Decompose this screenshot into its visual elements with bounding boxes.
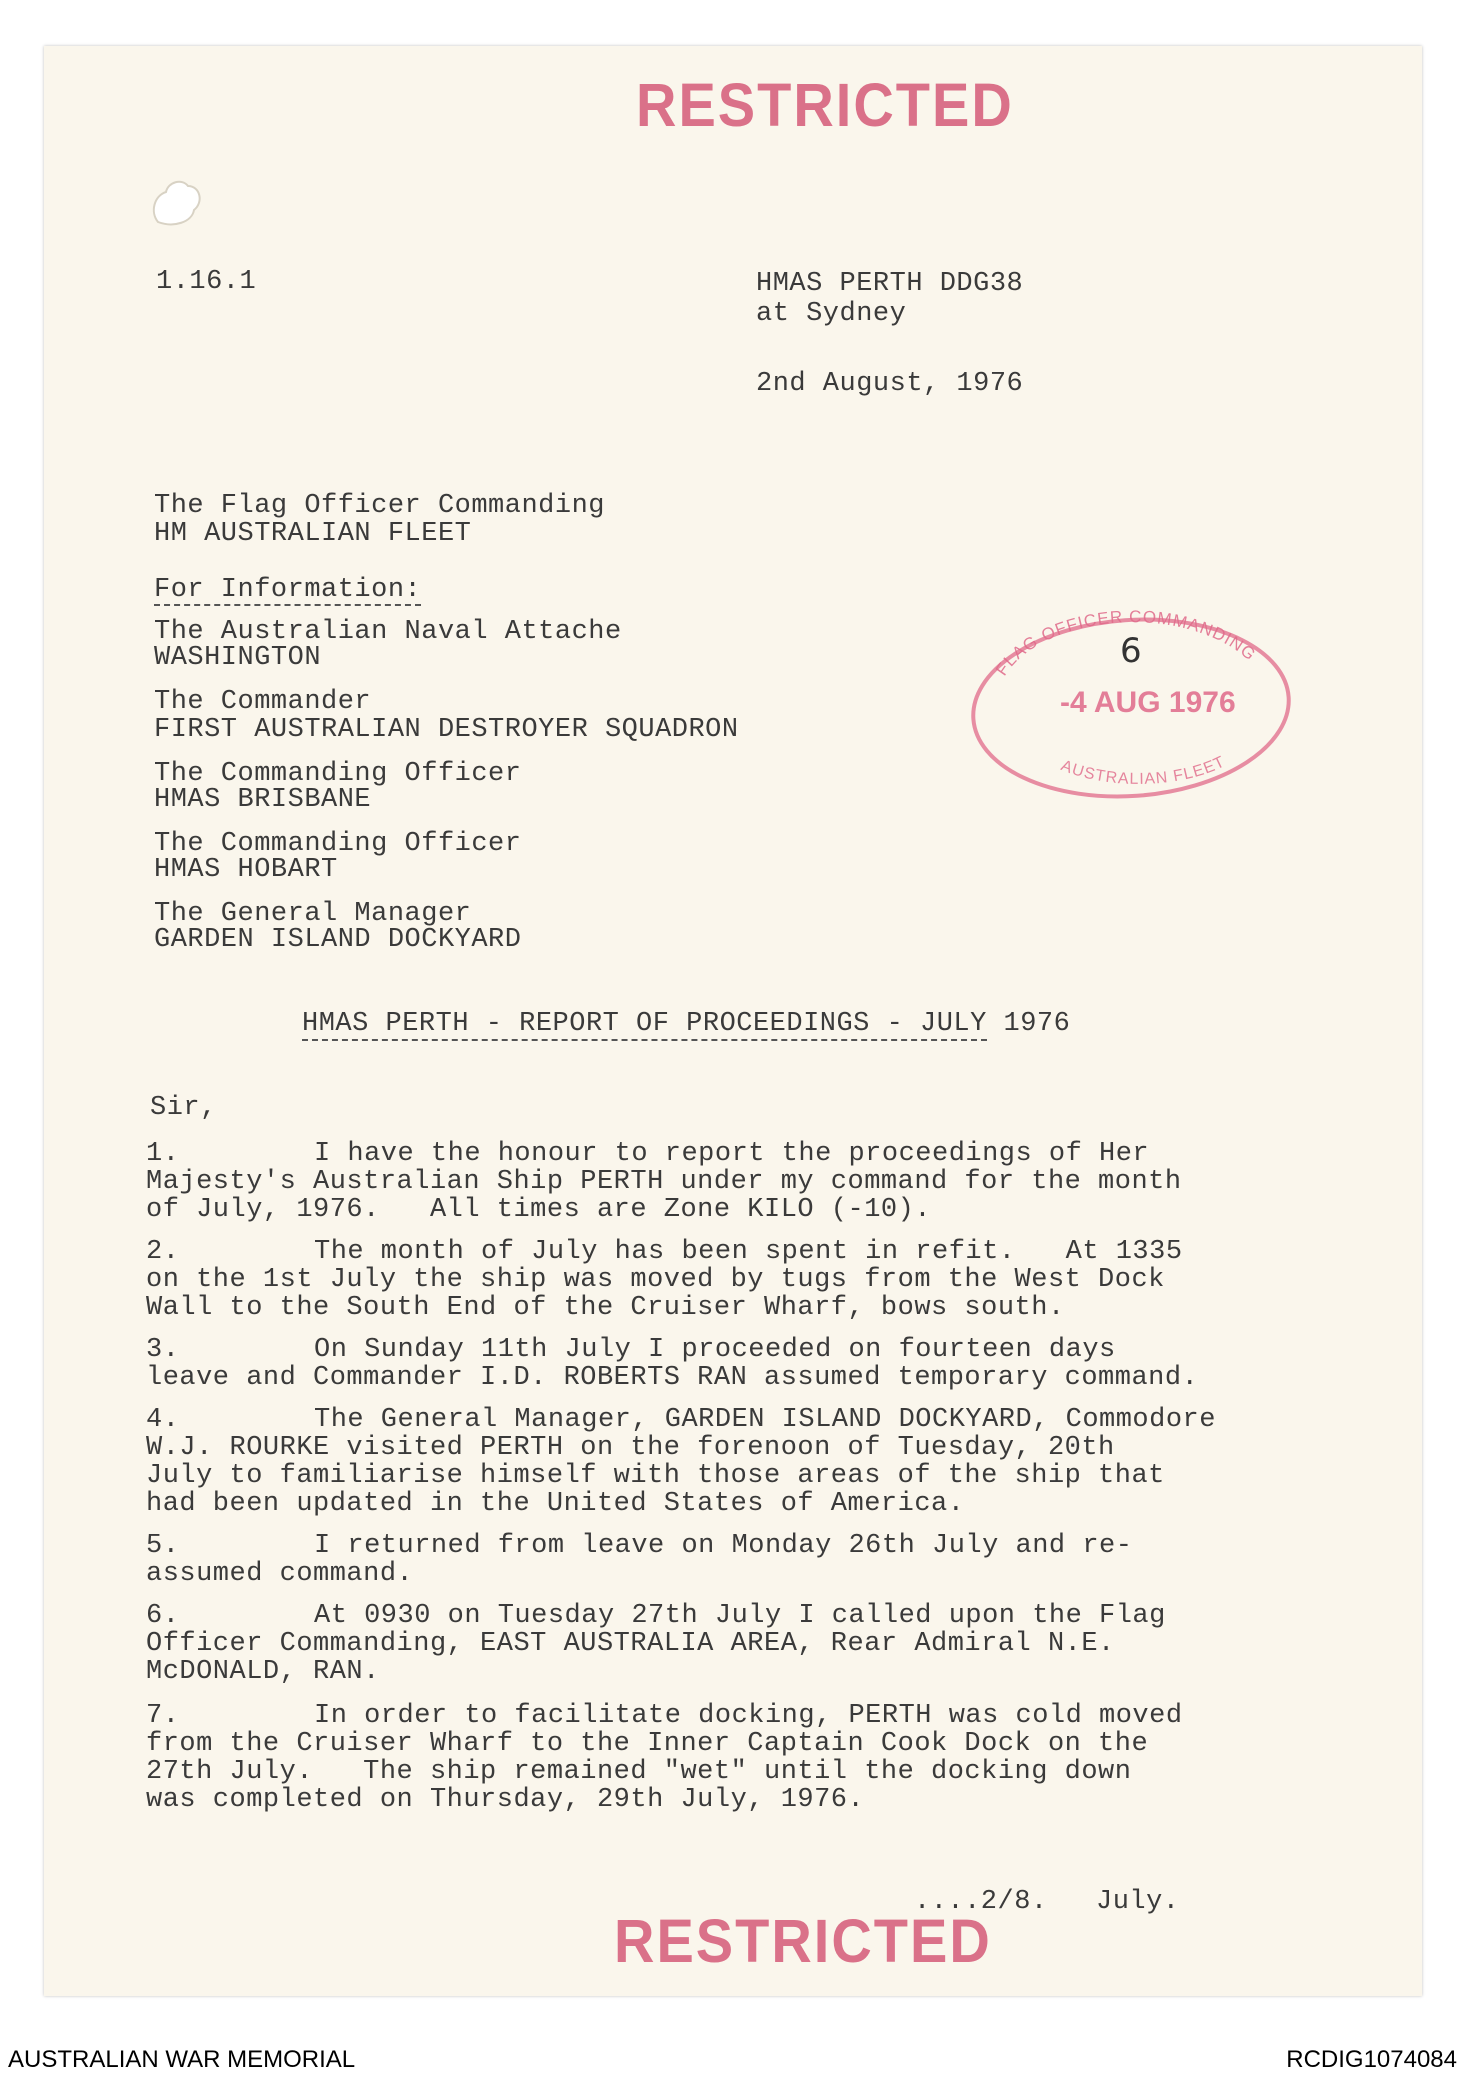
info-recipient-title: The General Manager [154,899,472,929]
paragraph-line: on the 1st July the ship was moved by tugs from the West Dock [146,1265,1165,1295]
paragraph [146,1602,1226,1686]
paragraph-first-line [146,1140,1226,1168]
paragraph-line: Officer Commanding, EAST AUSTRALIA AREA, Rear Admiral N.E. [146,1629,1115,1659]
subject-underlined-text: HMAS PERTH - REPORT OF PROCEEDINGS - JULY [302,1009,987,1039]
paragraph-number: 7. [146,1701,180,1731]
paragraph [146,1702,1226,1814]
paragraph-number: 2. [146,1237,180,1267]
paragraph [146,1336,1226,1392]
restricted-stamp-bottom: RESTRICTED [614,1905,992,1976]
paragraph [146,1532,1226,1588]
restricted-stamp-top: RESTRICTED [636,69,1014,140]
addressee-title: The Flag Officer Commanding [154,491,605,521]
paragraph-line: had been updated in the United States of America. [146,1489,965,1519]
paragraph-first-line [146,1602,1226,1630]
continuation-marker: ....2/8. [914,1887,1048,1917]
paragraph [146,1238,1226,1322]
paragraph-first-line [146,1336,1226,1364]
paragraph-line: leave and Commander I.D. ROBERTS RAN assumed temporary command. [146,1363,1199,1393]
paragraph-line: The General Manager, GARDEN ISLAND DOCKYARD, Commodore [314,1405,1216,1435]
paragraph-number: 3. [146,1335,180,1365]
info-recipient-title: The Australian Naval Attache [154,617,622,647]
paragraph-line: 27th July. The ship remained "wet" until the docking down [146,1757,1132,1787]
paragraph-line: The month of July has been spent in refit. At 1335 [314,1237,1183,1267]
paragraph-line: I have the honour to report the proceedings of Her [314,1139,1150,1169]
info-recipient-place: FIRST AUSTRALIAN DESTROYER SQUADRON [154,715,739,745]
paragraph-line: At 0930 on Tuesday 27th July I called upon the Flag [314,1601,1166,1631]
paragraph-number: 1. [146,1139,180,1169]
salutation: Sir, [150,1093,217,1123]
paragraph-first-line [146,1406,1226,1434]
info-recipient-title: The Commander [154,687,372,717]
received-stamp-bottom-text: AUSTRALIAN FLEET [1058,753,1229,788]
continuation-catchword: July. [1096,1887,1180,1917]
info-recipient-place: HMAS HOBART [154,855,338,885]
info-recipient-place: WASHINGTON [154,643,322,673]
paragraph-line: On Sunday 11th July I proceeded on fourteen days [314,1335,1116,1365]
info-recipient-place: GARDEN ISLAND DOCKYARD [154,925,522,955]
paragraph-line: of July, 1976. All times are Zone KILO (-10). [146,1195,932,1225]
paragraph-first-line [146,1702,1226,1730]
punch-hole-mark [148,172,206,230]
received-stamp-date: -4 AUG 1976 [1060,686,1236,719]
subject-year: 1976 [1003,1009,1071,1039]
paragraph-first-line [146,1532,1226,1560]
sender-location: at Sydney [756,299,907,329]
paragraph-line: W.J. ROURKE visited PERTH on the forenoon of Tuesday, 20th [146,1433,1115,1463]
paragraph-line: from the Cruiser Wharf to the Inner Captain Cook Dock on the [146,1729,1149,1759]
reference-number: 1.16.1 [156,267,257,297]
paragraph-number: 4. [146,1405,180,1435]
paragraph-line: I returned from leave on Monday 26th July and re- [314,1531,1133,1561]
paragraph-line: In order to facilitate docking, PERTH was cold moved [314,1701,1183,1731]
paragraph-first-line [146,1238,1226,1266]
for-information-label: For Information: [154,575,422,605]
paragraph [146,1140,1226,1224]
handwritten-number: 6 [1120,631,1142,671]
footer-record-id: RCDIG1074084 [1286,2046,1457,2073]
paragraph-number: 6. [146,1601,180,1631]
footer-institution: AUSTRALIAN WAR MEMORIAL [8,2046,356,2073]
info-recipient-place: HMAS BRISBANE [154,785,372,815]
info-recipient-title: The Commanding Officer [154,829,522,859]
paragraph-line: was completed on Thursday, 29th July, 1976. [146,1785,865,1815]
paragraph-line: Wall to the South End of the Cruiser Wharf, bows south. [146,1293,1065,1323]
received-date-stamp [968,600,1298,810]
addressee-fleet: HM AUSTRALIAN FLEET [154,519,472,549]
info-recipient-title: The Commanding Officer [154,759,522,789]
paragraph-line: Majesty's Australian Ship PERTH under my command for the month [146,1167,1182,1197]
sender-ship: HMAS PERTH DDG38 [756,269,1024,299]
paragraph-number: 5. [146,1531,180,1561]
received-stamp-top-text: FLAG OFFICER COMMANDING [991,607,1260,679]
paragraph-line: July to familiarise himself with those areas of the ship that [146,1461,1165,1491]
paragraph-line: McDONALD, RAN. [146,1657,380,1687]
paragraph-line: assumed command. [146,1559,414,1589]
letter-date: 2nd August, 1976 [756,369,1024,399]
paragraph [146,1406,1226,1518]
subject-line [302,1010,1070,1038]
